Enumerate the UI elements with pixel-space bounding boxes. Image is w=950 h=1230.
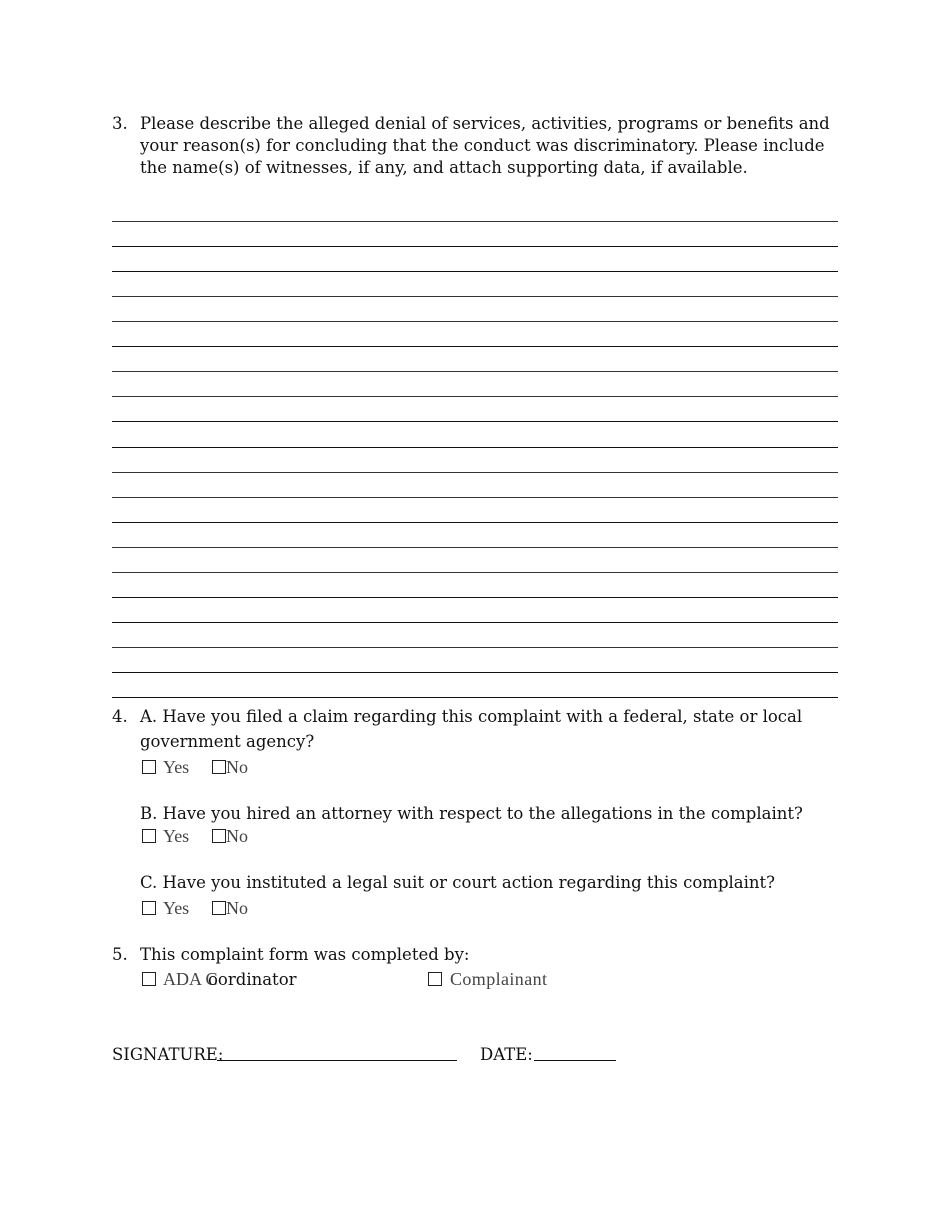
q5-ada-coordinator-prefix: ADA C [163,969,218,989]
answer-line[interactable] [112,271,838,272]
q4c-yes-checkbox[interactable] [142,901,156,915]
answer-line[interactable] [112,472,838,473]
answer-line[interactable] [112,647,838,648]
q4b-text: B. Have you hired an attorney with respect to the allegations in the complaint? [140,804,803,823]
q4c-text: C. Have you instituted a legal suit or court action regarding this complaint? [140,873,776,892]
answer-line[interactable] [112,371,838,372]
q4b-no-label: No [226,826,248,846]
answer-line[interactable] [112,497,838,498]
q5-complainant-label: Complainant [450,969,548,989]
q3-text: Please describe the alleged denial of services, activities, programs or benefits and your reason(s) for concluding that the conduct was discriminatory. Please include the name(s) of witnesses, if any, and attach supporting data, if available. [140,114,830,177]
answer-line[interactable] [112,672,838,673]
q4a-text-line2: government agency? [140,732,315,751]
answer-line[interactable] [112,547,838,548]
answer-line[interactable] [112,321,838,322]
q4c-no-label: No [226,898,248,918]
q3-number: 3. [112,114,128,133]
answer-line[interactable] [112,447,838,448]
date-label: DATE: [480,1045,533,1064]
signature-field[interactable] [217,1060,457,1061]
q4b-yes-label: Yes [163,826,190,846]
q4b-yes-checkbox[interactable] [142,829,156,843]
q4c-no-checkbox[interactable] [212,901,226,915]
answer-line[interactable] [112,396,838,397]
answer-line[interactable] [112,522,838,523]
q4a-no-checkbox[interactable] [212,760,226,774]
q5-number: 5. [112,945,128,964]
signature-label: SIGNATURE: [112,1045,224,1064]
q5-ada-coordinator-suffix: oordinator [208,970,297,989]
answer-line[interactable] [112,421,838,422]
q5-text: This complaint form was completed by: [140,945,470,964]
answer-line[interactable] [112,622,838,623]
answer-line[interactable] [112,572,838,573]
answer-line[interactable] [112,246,838,247]
q4a-no-label: No [226,757,248,777]
answer-line[interactable] [112,697,838,698]
answer-line[interactable] [112,597,838,598]
q4b-no-checkbox[interactable] [212,829,226,843]
answer-line[interactable] [112,221,838,222]
q4a-yes-label: Yes [163,757,190,777]
q4a-text-line1: A. Have you filed a claim regarding this complaint with a federal, state or local [140,707,803,726]
date-field[interactable] [534,1060,616,1061]
q5-ada-coordinator-checkbox[interactable] [142,972,156,986]
q4a-yes-checkbox[interactable] [142,760,156,774]
q4c-yes-label: Yes [163,898,190,918]
q5-complainant-checkbox[interactable] [428,972,442,986]
q4-number: 4. [112,707,128,726]
answer-line[interactable] [112,346,838,347]
answer-line[interactable] [112,296,838,297]
